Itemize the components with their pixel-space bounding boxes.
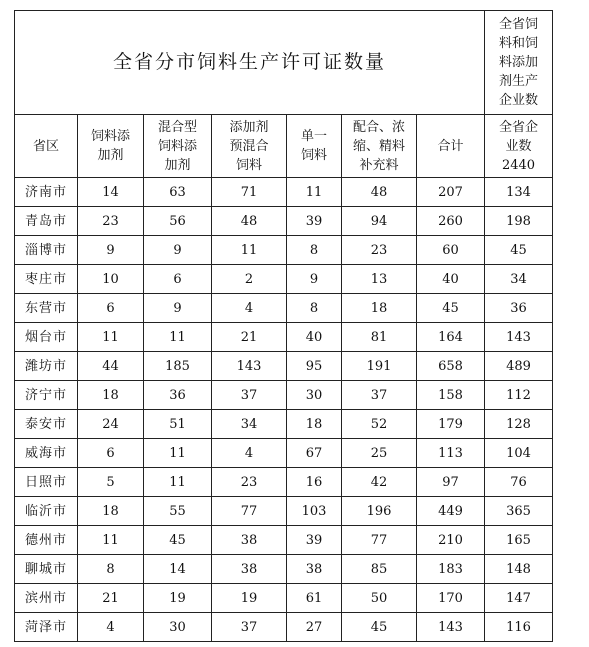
city-cell: 枣庄市	[15, 265, 78, 294]
table-row	[15, 584, 553, 613]
column-header: 省区	[15, 115, 78, 178]
value-cell: 4	[212, 294, 287, 323]
value-cell: 365	[485, 497, 553, 526]
table-row	[15, 613, 553, 642]
value-cell: 134	[485, 178, 553, 207]
table-row	[15, 236, 553, 265]
city-cell: 淄博市	[15, 236, 78, 265]
value-cell: 143	[485, 323, 553, 352]
value-cell: 103	[287, 497, 342, 526]
value-cell: 11	[144, 323, 212, 352]
value-cell: 94	[342, 207, 417, 236]
corner-header: 全省饲 料和饲 料添加 剂生产 企业数	[485, 11, 553, 115]
value-cell: 38	[287, 555, 342, 584]
value-cell: 113	[417, 439, 485, 468]
table-row	[15, 178, 553, 207]
value-cell: 6	[78, 439, 144, 468]
column-header: 单一 饲料	[287, 115, 342, 178]
value-cell: 38	[212, 526, 287, 555]
value-cell: 25	[342, 439, 417, 468]
value-cell: 40	[287, 323, 342, 352]
value-cell: 5	[78, 468, 144, 497]
value-cell: 40	[417, 265, 485, 294]
value-cell: 16	[287, 468, 342, 497]
value-cell: 9	[144, 294, 212, 323]
value-cell: 37	[212, 381, 287, 410]
license-table-body	[15, 11, 553, 642]
city-cell: 威海市	[15, 439, 78, 468]
value-cell: 207	[417, 178, 485, 207]
value-cell: 210	[417, 526, 485, 555]
value-cell: 42	[342, 468, 417, 497]
city-cell: 烟台市	[15, 323, 78, 352]
title-row	[15, 11, 553, 115]
table-row	[15, 323, 553, 352]
value-cell: 24	[78, 410, 144, 439]
value-cell: 44	[78, 352, 144, 381]
value-cell: 13	[342, 265, 417, 294]
value-cell: 27	[287, 613, 342, 642]
value-cell: 191	[342, 352, 417, 381]
value-cell: 170	[417, 584, 485, 613]
value-cell: 11	[287, 178, 342, 207]
value-cell: 37	[342, 381, 417, 410]
value-cell: 185	[144, 352, 212, 381]
value-cell: 23	[212, 468, 287, 497]
table-title: 全省分市饲料生产许可证数量	[15, 11, 485, 115]
city-cell: 潍坊市	[15, 352, 78, 381]
value-cell: 112	[485, 381, 553, 410]
value-cell: 45	[144, 526, 212, 555]
value-cell: 128	[485, 410, 553, 439]
value-cell: 11	[78, 526, 144, 555]
value-cell: 63	[144, 178, 212, 207]
value-cell: 36	[144, 381, 212, 410]
value-cell: 6	[78, 294, 144, 323]
value-cell: 658	[417, 352, 485, 381]
column-header: 全省企 业数 2440	[485, 115, 553, 178]
value-cell: 52	[342, 410, 417, 439]
value-cell: 21	[78, 584, 144, 613]
value-cell: 158	[417, 381, 485, 410]
value-cell: 8	[287, 236, 342, 265]
city-cell: 济南市	[15, 178, 78, 207]
value-cell: 97	[417, 468, 485, 497]
value-cell: 60	[417, 236, 485, 265]
value-cell: 11	[144, 468, 212, 497]
table-row	[15, 526, 553, 555]
value-cell: 61	[287, 584, 342, 613]
value-cell: 76	[485, 468, 553, 497]
column-header: 配合、浓 缩、精料 补充料	[342, 115, 417, 178]
city-cell: 菏泽市	[15, 613, 78, 642]
value-cell: 34	[212, 410, 287, 439]
value-cell: 9	[287, 265, 342, 294]
value-cell: 11	[78, 323, 144, 352]
value-cell: 50	[342, 584, 417, 613]
value-cell: 8	[78, 555, 144, 584]
value-cell: 14	[78, 178, 144, 207]
city-cell: 泰安市	[15, 410, 78, 439]
value-cell: 116	[485, 613, 553, 642]
value-cell: 143	[417, 613, 485, 642]
value-cell: 23	[342, 236, 417, 265]
value-cell: 39	[287, 526, 342, 555]
value-cell: 30	[144, 613, 212, 642]
table-row	[15, 294, 553, 323]
value-cell: 19	[212, 584, 287, 613]
value-cell: 10	[78, 265, 144, 294]
value-cell: 11	[144, 439, 212, 468]
value-cell: 77	[212, 497, 287, 526]
value-cell: 71	[212, 178, 287, 207]
value-cell: 18	[287, 410, 342, 439]
table-row	[15, 410, 553, 439]
value-cell: 260	[417, 207, 485, 236]
value-cell: 4	[78, 613, 144, 642]
value-cell: 37	[212, 613, 287, 642]
value-cell: 104	[485, 439, 553, 468]
value-cell: 21	[212, 323, 287, 352]
value-cell: 179	[417, 410, 485, 439]
value-cell: 55	[144, 497, 212, 526]
value-cell: 95	[287, 352, 342, 381]
city-cell: 青岛市	[15, 207, 78, 236]
value-cell: 81	[342, 323, 417, 352]
table-row	[15, 207, 553, 236]
city-cell: 聊城市	[15, 555, 78, 584]
value-cell: 4	[212, 439, 287, 468]
value-cell: 18	[342, 294, 417, 323]
value-cell: 18	[78, 381, 144, 410]
value-cell: 51	[144, 410, 212, 439]
document-sheet	[14, 10, 553, 642]
license-table	[14, 10, 553, 642]
value-cell: 143	[212, 352, 287, 381]
header-row	[15, 115, 553, 178]
value-cell: 6	[144, 265, 212, 294]
city-cell: 日照市	[15, 468, 78, 497]
value-cell: 18	[78, 497, 144, 526]
table-row	[15, 439, 553, 468]
value-cell: 56	[144, 207, 212, 236]
value-cell: 2	[212, 265, 287, 294]
value-cell: 34	[485, 265, 553, 294]
value-cell: 38	[212, 555, 287, 584]
value-cell: 45	[342, 613, 417, 642]
value-cell: 45	[417, 294, 485, 323]
value-cell: 147	[485, 584, 553, 613]
table-row	[15, 468, 553, 497]
column-header: 饲料添 加剂	[78, 115, 144, 178]
value-cell: 148	[485, 555, 553, 584]
city-cell: 滨州市	[15, 584, 78, 613]
value-cell: 19	[144, 584, 212, 613]
value-cell: 11	[212, 236, 287, 265]
value-cell: 164	[417, 323, 485, 352]
value-cell: 36	[485, 294, 553, 323]
table-row	[15, 381, 553, 410]
value-cell: 9	[78, 236, 144, 265]
value-cell: 39	[287, 207, 342, 236]
table-row	[15, 352, 553, 381]
value-cell: 449	[417, 497, 485, 526]
value-cell: 30	[287, 381, 342, 410]
value-cell: 45	[485, 236, 553, 265]
column-header: 添加剂 预混合 饲料	[212, 115, 287, 178]
table-row	[15, 265, 553, 294]
value-cell: 77	[342, 526, 417, 555]
column-header: 混合型 饲料添 加剂	[144, 115, 212, 178]
value-cell: 198	[485, 207, 553, 236]
value-cell: 48	[212, 207, 287, 236]
value-cell: 9	[144, 236, 212, 265]
city-cell: 济宁市	[15, 381, 78, 410]
value-cell: 14	[144, 555, 212, 584]
value-cell: 489	[485, 352, 553, 381]
table-row	[15, 497, 553, 526]
value-cell: 85	[342, 555, 417, 584]
value-cell: 165	[485, 526, 553, 555]
value-cell: 183	[417, 555, 485, 584]
column-header: 合计	[417, 115, 485, 178]
value-cell: 8	[287, 294, 342, 323]
table-row	[15, 555, 553, 584]
value-cell: 67	[287, 439, 342, 468]
value-cell: 196	[342, 497, 417, 526]
city-cell: 临沂市	[15, 497, 78, 526]
city-cell: 德州市	[15, 526, 78, 555]
value-cell: 48	[342, 178, 417, 207]
city-cell: 东营市	[15, 294, 78, 323]
value-cell: 23	[78, 207, 144, 236]
